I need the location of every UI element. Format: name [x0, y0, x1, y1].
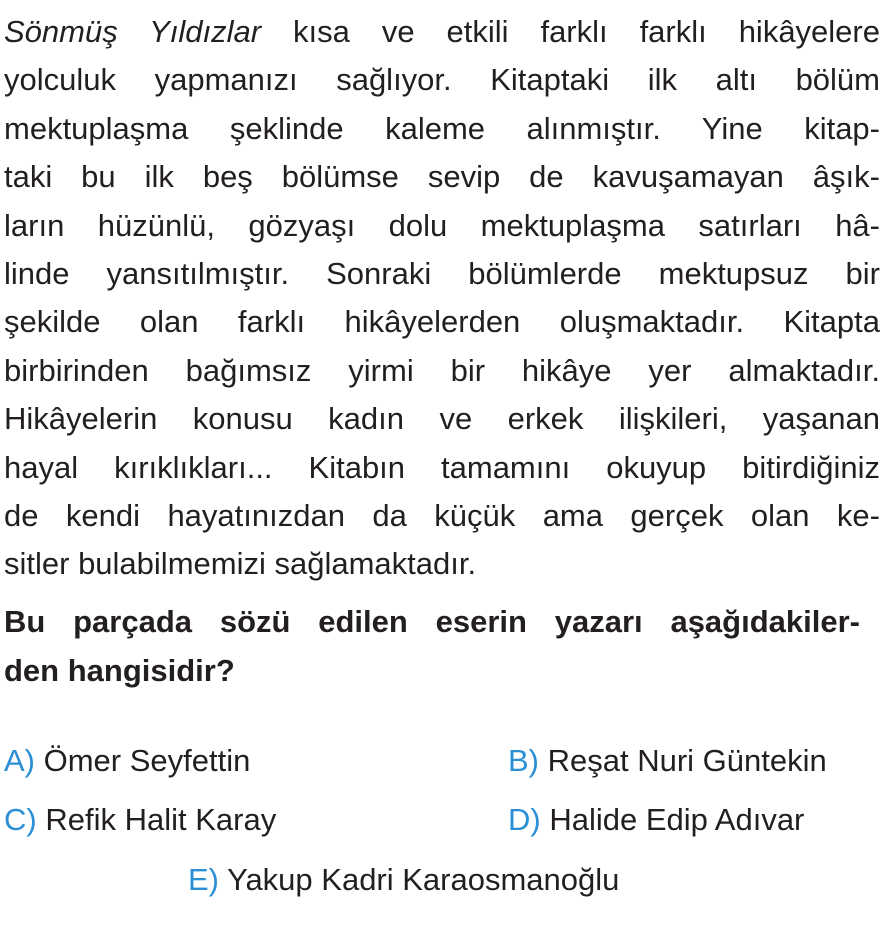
answer-option-a[interactable]	[4, 741, 250, 781]
passage-paragraph	[4, 8, 880, 589]
option-letter-d: D)	[508, 802, 541, 837]
question-line-2: den hangisidir?	[4, 653, 235, 688]
answer-option-b[interactable]	[508, 741, 827, 781]
passage-line-12: sitler bulabilmemizi sağlamaktadır.	[4, 546, 477, 582]
answer-option-c[interactable]	[4, 800, 276, 840]
passage-line-2: yolculuk yapmanızı sağlıyor. Kitaptaki ilk altı bölüm	[4, 62, 880, 98]
passage-line-4: taki bu ilk beş bölümse sevip de kavuşamayan âşık-	[4, 159, 880, 195]
option-text-d: Halide Edip Adıvar	[549, 802, 805, 837]
option-text-b: Reşat Nuri Güntekin	[547, 743, 827, 778]
passage-line-1-text: kısa ve etkili farklı farklı hikâyelere	[261, 14, 880, 49]
option-letter-c: C)	[4, 802, 37, 837]
answer-option-e[interactable]	[188, 860, 619, 900]
option-letter-a: A)	[4, 743, 35, 778]
passage-line-11: de kendi hayatınızdan da küçük ama gerçek olan ke-	[4, 497, 880, 533]
option-text-e: Yakup Kadri Karaosmanoğlu	[227, 862, 620, 897]
passage-line-5: ların hüzünlü, gözyaşı dolu mektuplaşma satırları hâ-	[4, 207, 880, 243]
question-stem	[4, 597, 860, 695]
option-text-a: Ömer Seyfettin	[43, 743, 251, 778]
option-letter-e: E)	[188, 862, 219, 897]
passage-line-1	[4, 8, 880, 56]
answer-option-d[interactable]	[508, 800, 804, 840]
book-title: Sönmüş Yıldızlar	[4, 14, 262, 49]
passage-line-3: mektuplaşma şeklinde kaleme alınmıştır. Yine kitap-	[4, 110, 880, 146]
passage-line-9: Hikâyelerin konusu kadın ve erkek ilişkileri, yaşanan	[4, 401, 880, 437]
option-letter-b: B)	[508, 743, 539, 778]
passage-line-6: linde yansıtılmıştır. Sonraki bölümlerde mektupsuz bir	[4, 255, 880, 291]
passage-line-8: birbirinden bağımsız yirmi bir hikâye yer almaktadır.	[4, 352, 880, 388]
question-line-1: Bu parçada sözü edilen eserin yazarı aşağıdakiler-	[4, 604, 860, 639]
passage-line-7: şekilde olan farklı hikâyelerden oluşmaktadır. Kitapta	[4, 304, 880, 340]
option-text-c: Refik Halit Karay	[45, 802, 277, 837]
passage-line-10: hayal kırıklıkları... Kitabın tamamını okuyup bitirdiğiniz	[4, 449, 880, 485]
